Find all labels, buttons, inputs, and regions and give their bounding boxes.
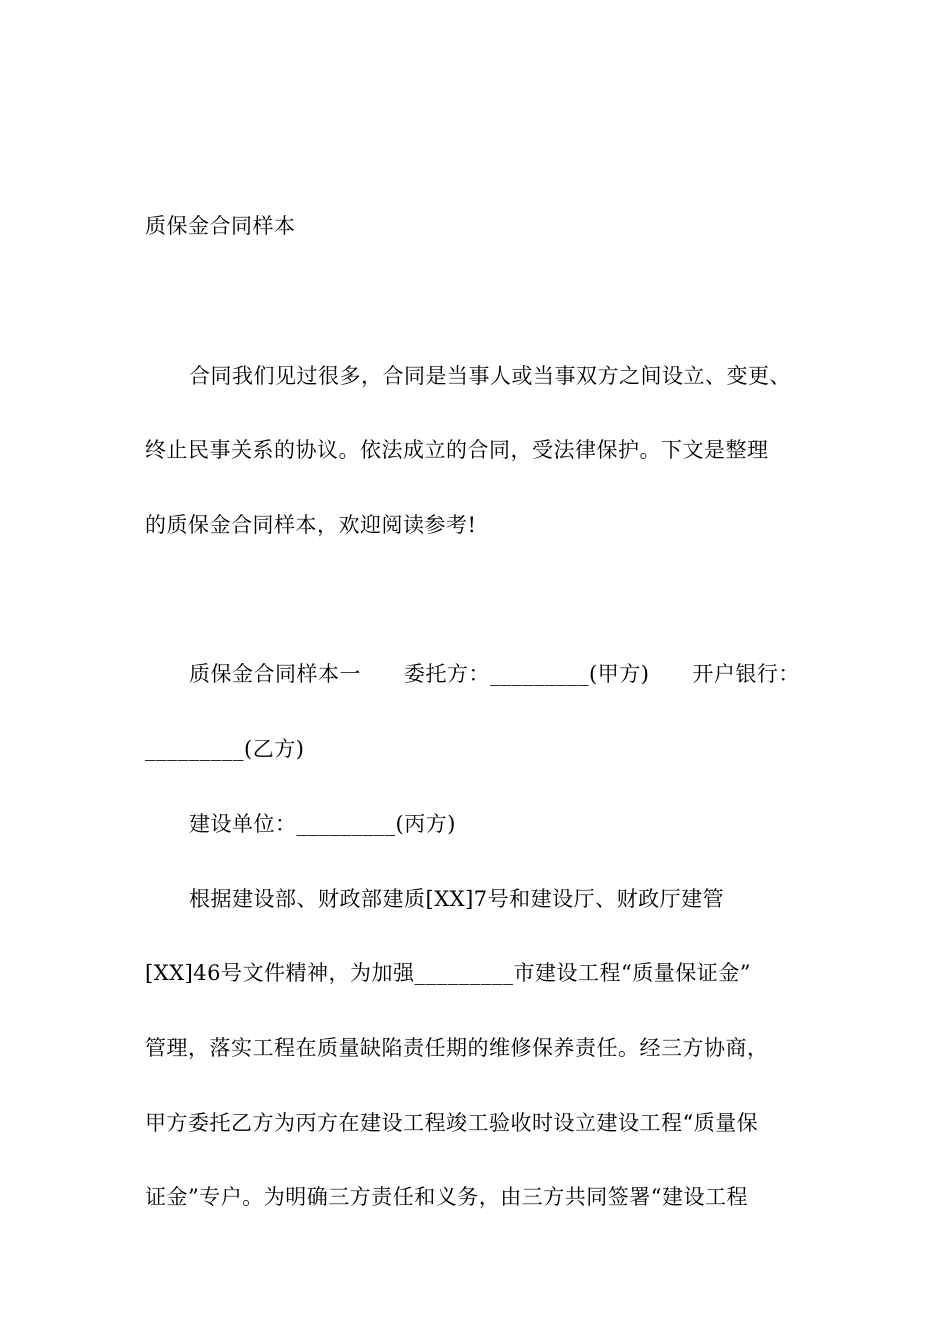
intro-line-3: 的质保金合同样本，欢迎阅读参考! [145,513,477,537]
body-line-7: 甲方委托乙方为丙方在建设工程竣工验收时设立建设工程“质量保 [145,1111,759,1135]
intro-line-2: 终止民事关系的协议。依法成立的合同，受法律保护。下文是整理 [145,438,769,462]
body-line-6: 管理，落实工程在质量缺陷责任期的维修保养责任。经三方协商， [145,1036,769,1060]
body-line-5: [XX]46号文件精神，为加强_________市建设工程“质量保证金” [145,961,751,985]
body-line-8: 证金”专户。为明确三方责任和义务，由三方共同签署“建设工程 [145,1185,748,1209]
body-line-1: 质保金合同样本一 委托方：_________(甲方) 开户银行： [189,662,800,686]
document-title: 质保金合同样本 [145,214,296,238]
intro-line-1: 合同我们见过很多，合同是当事人或当事双方之间设立、变更、 [189,364,791,388]
body-line-4: 根据建设部、财政部建质[XX]7号和建设厅、财政厅建管 [189,887,725,911]
body-line-2: _________(乙方) [145,737,305,761]
body-line-3: 建设单位：_________(丙方) [189,812,456,836]
